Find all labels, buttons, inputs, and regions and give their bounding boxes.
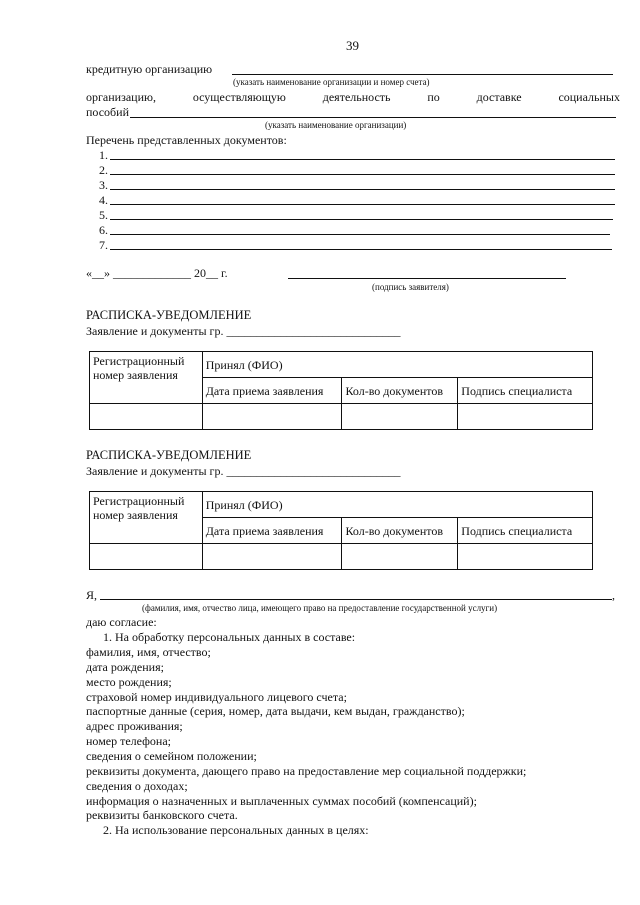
- applicant-signature-line[interactable]: [288, 278, 566, 279]
- receipt-title: РАСПИСКА-УВЕДОМЛЕНИЕ: [86, 308, 252, 322]
- receipt-subtitle: Заявление и документы гр. _____________________________: [86, 464, 401, 478]
- org-word: осуществляющую: [192, 90, 286, 104]
- data-item: сведения о доходах;: [86, 779, 188, 793]
- applicant-signature-hint: (подпись заявителя): [372, 282, 449, 292]
- reg-number-cell[interactable]: [90, 404, 203, 430]
- org-word: деятельность: [322, 90, 391, 104]
- consent-person-hint: (фамилия, имя, отчество лица, имеющего право на предоставление государственной услуги): [142, 603, 498, 613]
- data-item: паспортные данные (серия, номер, дата выдачи, кем выдан, гражданство);: [86, 704, 465, 718]
- consent-i-label: Я,: [86, 588, 98, 602]
- receipt-subtitle: Заявление и документы гр. _____________________________: [86, 324, 401, 338]
- date-header: Дата приема заявления: [202, 518, 342, 544]
- data-item: номер телефона;: [86, 734, 172, 748]
- data-item: адрес проживания;: [86, 719, 183, 733]
- count-cell[interactable]: [342, 404, 458, 430]
- reg-number-cell[interactable]: [90, 544, 203, 570]
- benefits-org-line[interactable]: [130, 117, 616, 118]
- accepted-header: Принял (ФИО): [202, 352, 592, 378]
- documents-title: Перечень представленных документов:: [86, 133, 287, 147]
- date-cell[interactable]: [202, 544, 342, 570]
- org-word: организацию,: [86, 90, 156, 104]
- document-item-number: 3.: [99, 178, 108, 192]
- benefits-label: пособий: [86, 105, 129, 119]
- signature-header: Подпись специалиста: [458, 518, 593, 544]
- document-item-number: 2.: [99, 163, 108, 177]
- document-item-line[interactable]: [110, 159, 615, 160]
- accepted-header: Принял (ФИО): [202, 492, 592, 518]
- consent-give: даю согласие:: [86, 615, 157, 629]
- page-number: 39: [346, 38, 359, 53]
- count-header: Кол-во документов: [342, 518, 458, 544]
- data-item: страховой номер индивидуального лицевого счета;: [86, 690, 347, 704]
- document-item-number: 7.: [99, 238, 108, 252]
- org-hint: (указать наименование организации): [265, 120, 407, 130]
- reg-number-header: Регистрационный номер заявления: [90, 492, 203, 544]
- data-item: сведения о семейном положении;: [86, 749, 257, 763]
- credit-org-hint: (указать наименование организации и номер счета): [233, 77, 430, 87]
- consent-point-2: 2. На использование персональных данных в целях:: [103, 823, 369, 837]
- data-item: дата рождения;: [86, 660, 164, 674]
- data-item: фамилия, имя, отчество;: [86, 645, 211, 659]
- org-word: по: [427, 90, 440, 104]
- org-word: социальных: [558, 90, 620, 104]
- credit-org-line[interactable]: [232, 74, 613, 75]
- consent-point-1: 1. На обработку персональных данных в составе:: [103, 630, 356, 644]
- signature-cell[interactable]: [458, 544, 593, 570]
- reg-number-header: Регистрационный номер заявления: [90, 352, 203, 404]
- count-header: Кол-во документов: [342, 378, 458, 404]
- date-header: Дата приема заявления: [202, 378, 342, 404]
- consent-name-line[interactable]: [100, 599, 612, 600]
- data-item: информация о назначенных и выплаченных суммах пособий (компенсаций);: [86, 794, 477, 808]
- data-item: реквизиты банковского счета.: [86, 808, 238, 822]
- document-item-line[interactable]: [110, 249, 612, 250]
- document-item-number: 5.: [99, 208, 108, 222]
- document-item-number: 4.: [99, 193, 108, 207]
- date-field[interactable]: «__» _____________ 20__ г.: [86, 266, 228, 280]
- org-words-row: [86, 90, 620, 104]
- document-item-number: 6.: [99, 223, 108, 237]
- receipt-table: [89, 491, 593, 570]
- credit-org-label: кредитную организацию: [86, 62, 213, 76]
- data-item: место рождения;: [86, 675, 172, 689]
- document-item-line[interactable]: [110, 219, 613, 220]
- consent-comma: ,: [612, 588, 615, 602]
- signature-cell[interactable]: [458, 404, 593, 430]
- receipt-table: [89, 351, 593, 430]
- document-item-line[interactable]: [110, 189, 615, 190]
- document-item-line[interactable]: [110, 204, 615, 205]
- document-item-number: 1.: [99, 148, 108, 162]
- org-word: доставке: [476, 90, 522, 104]
- receipt-title: РАСПИСКА-УВЕДОМЛЕНИЕ: [86, 448, 252, 462]
- data-item: реквизиты документа, дающего право на предоставление мер социальной поддержки;: [86, 764, 527, 778]
- document-item-line[interactable]: [110, 234, 610, 235]
- signature-header: Подпись специалиста: [458, 378, 593, 404]
- document-item-line[interactable]: [110, 174, 615, 175]
- count-cell[interactable]: [342, 544, 458, 570]
- date-cell[interactable]: [202, 404, 342, 430]
